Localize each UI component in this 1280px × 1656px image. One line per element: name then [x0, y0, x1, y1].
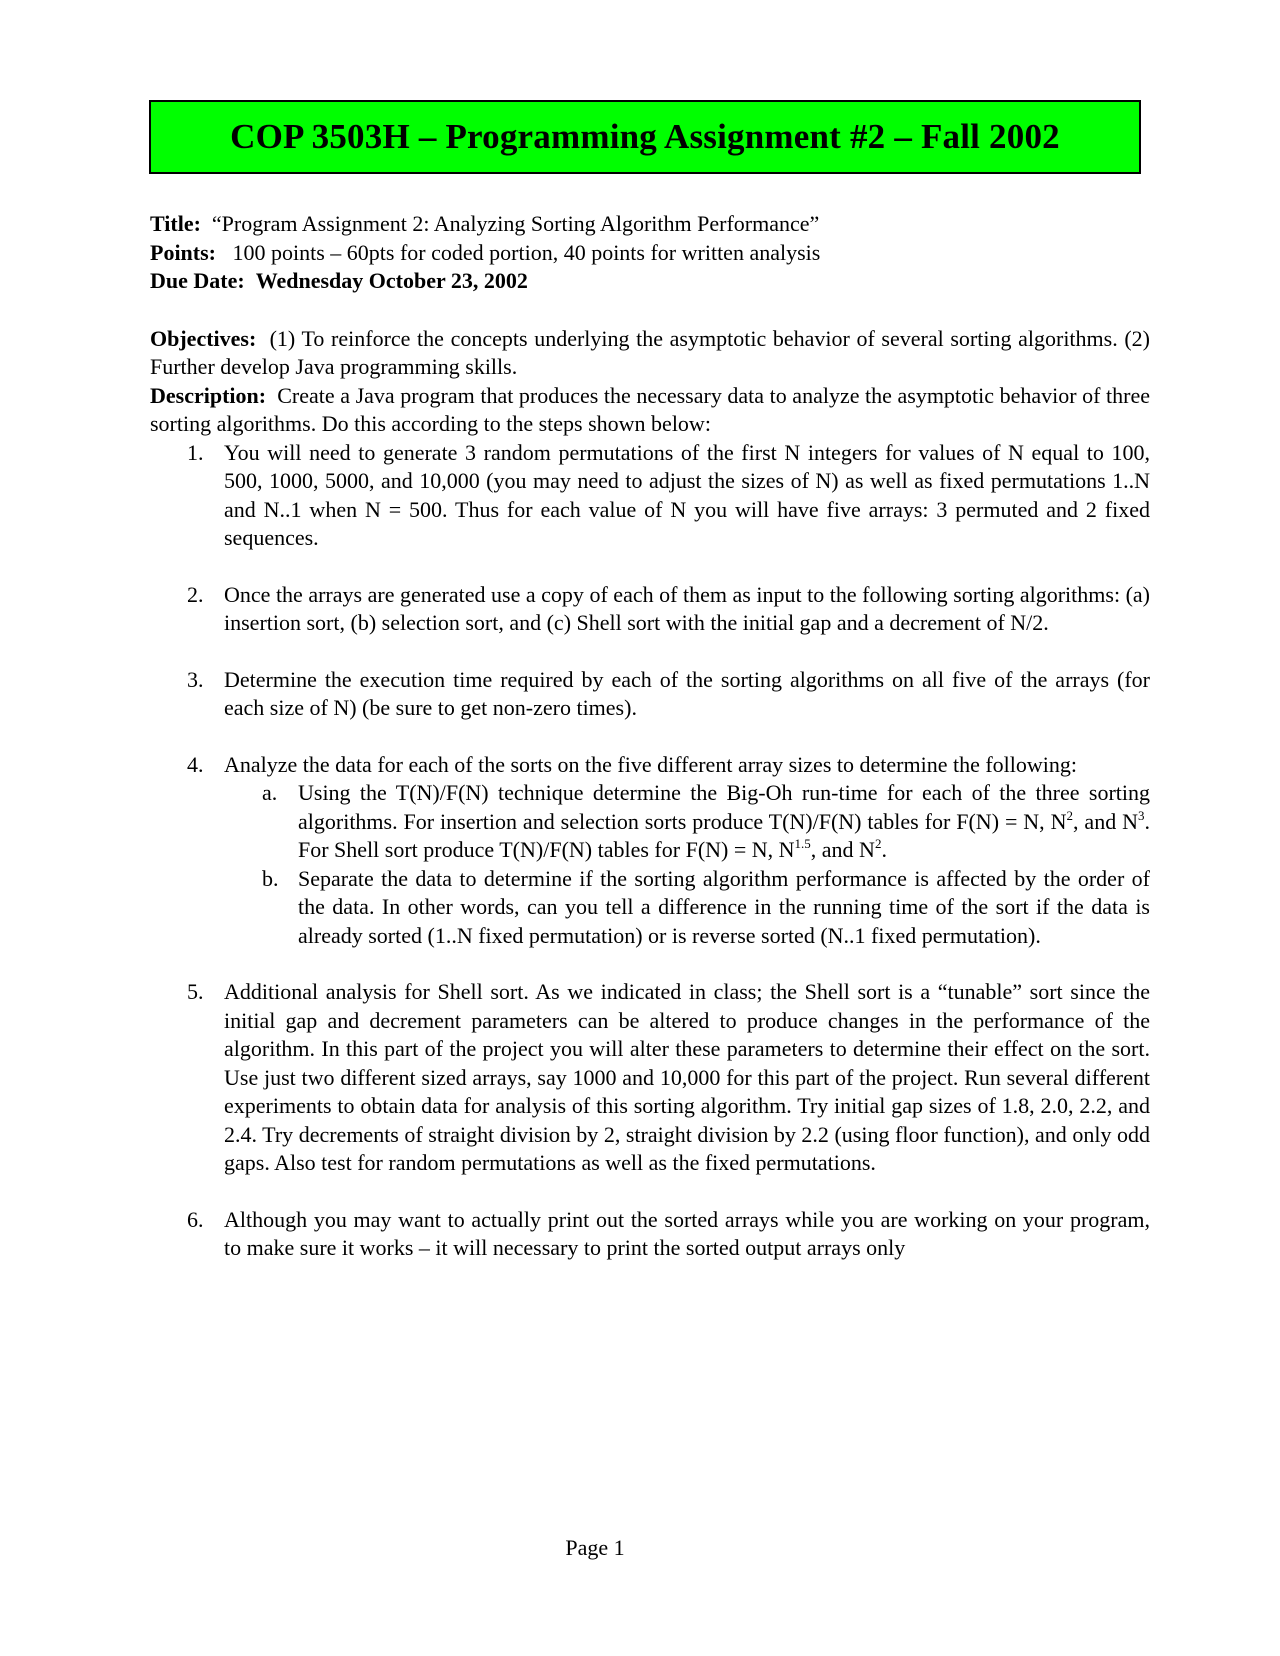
text-run: . For Shell sort produce T(N)/F(N) tables for F(N) = N, N — [298, 808, 1151, 862]
title-line — [150, 210, 1150, 239]
step-2 — [150, 581, 1150, 638]
step-4 — [150, 751, 1150, 951]
step-3 — [150, 666, 1150, 723]
exponent: 2 — [874, 836, 882, 851]
step-number: 6. — [187, 1206, 204, 1232]
title-label: Title: — [150, 211, 201, 236]
step-number: 4. — [187, 751, 204, 777]
document-body — [150, 210, 1150, 1291]
step-number: 3. — [187, 666, 204, 692]
assignment-meta — [150, 210, 1150, 296]
sub-step-text — [298, 779, 1150, 865]
sub-step-letter: a. — [262, 780, 278, 805]
step-4a — [224, 779, 1150, 865]
step-text: Once the arrays are generated use a copy of each of them as input to the following sorting algorithms: (a) insertion sort, (b) selection sort, and (c) Shell sort with the initial gap and a decrement of N/2. — [224, 581, 1150, 635]
objectives-paragraph — [150, 325, 1150, 382]
due-date-label: Due Date: — [150, 268, 245, 293]
description-label: Description: — [150, 382, 267, 408]
objectives-text: (1) To reinforce the concepts underlying the asymptotic behavior of several sorting algorithms. (2) Further develop Java programming skills. — [150, 325, 1151, 379]
text-run: , and N — [1073, 808, 1139, 834]
step-text: Analyze the data for each of the sorts on the five different array sizes to determine the following: — [224, 751, 1077, 777]
step-6 — [150, 1206, 1150, 1263]
points-value: 100 points – 60pts for coded portion, 40 points for written analysis — [232, 239, 821, 265]
text-run: . — [881, 837, 887, 862]
description-text: Create a Java program that produces the necessary data to analyze the asymptotic behavior of three sorting algorithms. Do this according to the steps shown below: — [150, 382, 1151, 436]
points-line — [150, 239, 1150, 268]
step-text: Although you may want to actually print out the sorted arrays while you are working on your program, to make sure it works – it will necessary to print the sorted output arrays only — [224, 1206, 1150, 1260]
step-number: 5. — [187, 979, 204, 1004]
step-number: 2. — [187, 581, 204, 607]
step-text: Determine the execution time required by each of the sorting algorithms on all five of the arrays (for each size of N) (be sure to get non-zero times). — [224, 666, 1150, 720]
step-4-sublist — [224, 779, 1150, 950]
step-number: 1. — [187, 439, 204, 465]
step-5 — [150, 978, 1150, 1178]
steps-list — [150, 439, 1150, 1263]
page-number: Page 1 — [565, 1535, 625, 1560]
title-value: “Program Assignment 2: Analyzing Sorting Algorithm Performance” — [211, 211, 820, 236]
exponent: 1.5 — [794, 836, 811, 851]
due-date-value: Wednesday October 23, 2002 — [255, 268, 528, 293]
points-label: Points: — [150, 239, 216, 265]
objectives-label: Objectives: — [150, 325, 257, 351]
title-banner — [149, 100, 1141, 174]
text-run: , and N — [810, 837, 875, 862]
step-4b — [224, 865, 1150, 951]
sub-step-letter: b. — [262, 865, 279, 891]
step-1 — [150, 439, 1150, 553]
step-text: You will need to generate 3 random permutations of the first N integers for values of N equal to 100, 500, 1000, 5000, and 10,000 (you may need to adjust the sizes of N) as well as fixed permutations 1..N and N..1 when N = 500. Thus for each value of N you will have five arrays: 3 permuted and 2 fixed sequences. — [224, 439, 1150, 550]
sub-step-text: Separate the data to determine if the sorting algorithm performance is affected by the order of the data. In other words, can you tell a difference in the running time of the sort if the data is already sorted (1..N fixed permutation) or is reverse sorted (N..1 fixed permutation). — [298, 865, 1150, 948]
step-text: Additional analysis for Shell sort. As we indicated in class; the Shell sort is a “tunable” sort since the initial gap and decrement parameters can be altered to produce changes in the performance of the algorithm. In this part of the project you will alter these parameters to determine their effect on the sort. Use just two different sized arrays, say 1000 and 10,000 for this part of the project. Run several different experiments to obtain data for analysis of this sorting algorithm. Try initial gap sizes of 1.8, 2.0, 2.2, and 2.4. Try decrements of straight division by 2, straight division by 2.2 (using floor function), and only odd gaps. Also test for random permutations as well as the fixed permutations. — [224, 979, 1150, 1175]
text-run: Using the T(N)/F(N) technique determine the Big-Oh run-time for each of the three sorting algorithms. For insertion and selection sorts produce T(N)/F(N) tables for F(N) = N, N — [298, 780, 1150, 834]
exponent: 3 — [1138, 807, 1145, 823]
due-date-line — [150, 267, 1150, 296]
exponent: 2 — [1066, 807, 1073, 823]
description-paragraph — [150, 382, 1150, 439]
document-title: COP 3503H – Programming Assignment #2 – Fall 2002 — [230, 117, 1060, 156]
